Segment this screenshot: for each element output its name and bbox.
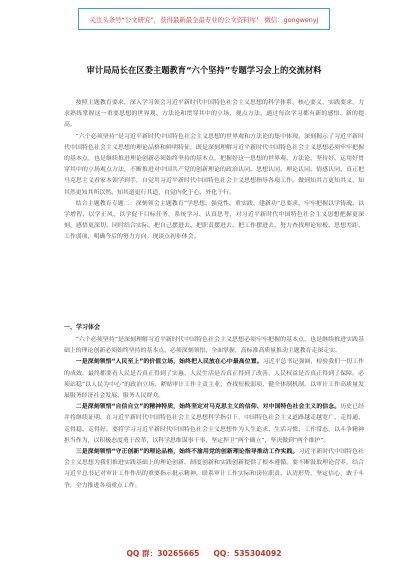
intro-paragraph-3: 结合主题教育专题二：深刻领会主题教育“学思想、强党性、重实践、建新功”总要求，牢牢把握以学铸魂、以学增智、以学正风、以学促干目标任务，系统学习、认真思考，对习近平新时代中国特色社会主义思想把握更深刻，感悟更深切。同时结合实际，把自己摆进去、把职责摆进去、把工作摆进去，努力查找理论短板、思想差距、工作弱项，明确今后的努力方向。现谈点初步体会。 <box>64 200 364 241</box>
section-1-item-2-text: 历史已经并将继续证明，在习近平新时代中国特色社会主义思想科学指引下，中国特色社会主义道路越走越宽广、走得通、走得稳、走得好。要将学习习近平新时代中国特色社会主义思想作为人生追求、生活习惯、工作常态，以斗争精神担当作为，以积极态度勇于改革，以科学思维谋事干事，坚定捍卫“两个确立”，坚决做到“两个维护”。 <box>64 404 365 444</box>
promo-banner <box>78 8 330 30</box>
section-heading-1: 一、学习体会 <box>64 324 101 331</box>
section-1-item-1-text: 习近平总书记强调，检验我们一切工作的成效，最终都要看人民是否真正得到了实惠、人民生活是否真正得到了改善、人民权益是否真正得到了保障。必须站稳“以人民为中心”的政治立场，紧贴审计工作主责主业，查找短板弱项、健全体制机制，以审计工作高质量发展服务经济社会发展、服务人民群众。 <box>64 359 364 400</box>
qq-number: 535304092 <box>233 549 282 558</box>
section-1-item-1-heading: 一是深刻领悟“人民至上”的价值立场，始终把人民放在心中最高位置。 <box>75 359 263 366</box>
qq-group-label: QQ 群： <box>126 549 158 558</box>
section-1-body <box>64 335 364 492</box>
section-1-item-1 <box>64 357 364 402</box>
intro-section <box>64 98 364 244</box>
section-1-item-3-heading: 三是深刻领悟“守正创新”的理论品格，始终不渝用党的创新理论指导推动工作实践。 <box>75 449 299 456</box>
qq-group-contact <box>126 548 199 559</box>
section-1-item-3-text: 习近平新时代中国特色社会主义思想为我们推进实践基础上的理论创新、制度创新和实践创新提供了根本遵循，要不断汲取理论营养，结合习近平总书记对审计工作作出的重要指示批示精神，联系审计工作实际和岗位职责，认清形势，坚定信心，敢于斗争，全力推进各项重点工作。 <box>64 449 364 489</box>
qq-label: QQ： <box>213 549 234 558</box>
document-title: 审计局局长在区委主题教育“六个坚持”专题学习会上的交流材料 <box>86 65 322 75</box>
section-1-lead: “六个必须坚持”是深刻理解习近平新时代中国特色社会主义思想必须牢牢把握的基本点，也是继续推进实践基础上的理论创新必须始终坚持的基本点。必须深刻领悟、全面掌握，高标准高质量推动主题教育走深走实。 <box>64 337 364 355</box>
section-1-item-3 <box>64 447 364 492</box>
section-1-item-2 <box>64 402 364 447</box>
qq-contact <box>213 548 281 559</box>
intro-paragraph-1: 按照主题教育要求，深入学习领会习近平新时代中国特色社会主义思想的科学体系、核心要义、实践要求，力求熟练掌握这一重要思想的世界观、方法论和贯穿其中的立场、观点方法，通过每次学习都有新的感悟、新的提高。 <box>64 100 364 129</box>
promo-banner-text: 关注头条号“公文研究”，获得最新最全最专业的公文资料库！ 微信：gongwenyj <box>89 15 319 24</box>
contact-footer <box>0 548 408 559</box>
intro-paragraph-2: “六个必须坚持”是习近平新时代中国特色社会主义思想的世界观和方法论的集中体现。深刻揭示了习近平新时代中国特色社会主义思想的理论品格和鲜明特征，既是深刻理解习近平新时代中国特色社会主义思想必须牢牢把握的基本点，也是继续推进理论创新必须始终坚持的基本点，把握好这一思想的世界观、方法论，坚持好、运用好贯穿其中的立场观点方法，不断推进对中国共产党的创新理论的政治认同、思想认同、理论认同、情感认同，真正把马克思主义看家本领学到手，自觉用习近平新时代中国特色社会主义思想指导各项工作。做到知其言更知其义、知其然更知其所以然、知其道更行其道，自觉内化于心、外化于行。 <box>64 133 364 196</box>
section-1-item-2-heading: 二是深刻领悟“自信自立”的精神特质，始终坚定对马克思主义的信仰、对中国特色社会主义的信念。 <box>75 404 341 411</box>
qq-group-number: 30265665 <box>157 549 200 558</box>
